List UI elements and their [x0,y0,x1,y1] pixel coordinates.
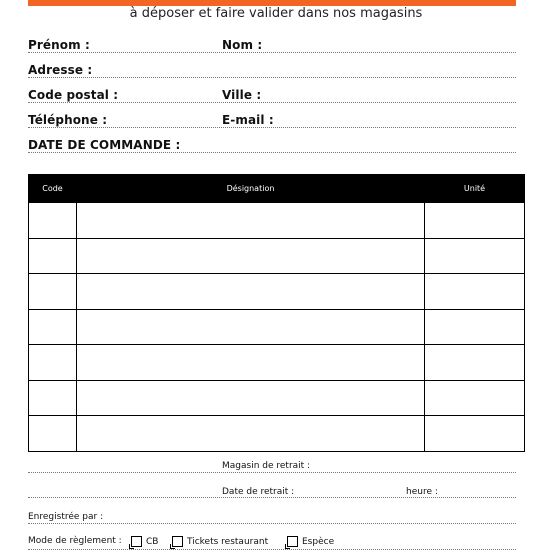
code-cell[interactable] [29,345,77,381]
code-cell[interactable] [29,309,77,345]
order-table [28,174,525,452]
designation-cell[interactable] [77,345,425,381]
enregistree-par-label: Enregistrée par : [28,512,104,522]
enregistree-par-line[interactable] [28,523,516,524]
heure-label: heure : [406,487,438,497]
table-header-row [29,175,525,203]
unite-cell[interactable] [425,416,525,452]
prenom-nom-line[interactable] [28,52,516,53]
designation-cell[interactable] [77,380,425,416]
telephone-email-line[interactable] [28,127,516,128]
mode-reglement-label: Mode de règlement : [28,536,122,546]
unite-cell[interactable] [425,345,525,381]
payment-option-label: Tickets restaurant [187,536,269,547]
table-row [29,416,525,452]
code-cell[interactable] [29,380,77,416]
code-postal-ville-line[interactable] [28,102,516,103]
code-cell[interactable] [29,416,77,452]
code-cell[interactable] [29,274,77,310]
designation-cell[interactable] [77,416,425,452]
designation-cell[interactable] [77,309,425,345]
unite-cell[interactable] [425,309,525,345]
date-retrait-label: Date de retrait : [222,487,295,497]
designation-cell[interactable] [77,274,425,310]
table-row [29,309,525,345]
email-label: E-mail : [222,113,274,127]
column-header-unite: Unité [425,175,525,203]
table-row [29,238,525,274]
nom-label: Nom : [222,38,263,52]
designation-cell[interactable] [77,238,425,274]
ville-label: Ville : [222,88,262,102]
unite-cell[interactable] [425,380,525,416]
adresse-label: Adresse : [28,63,93,77]
code-cell[interactable] [29,203,77,239]
date-commande-line[interactable] [28,152,516,153]
date-retrait-line[interactable] [28,497,516,498]
code-postal-label: Code postal : [28,88,119,102]
prenom-label: Prénom : [28,38,90,52]
checkbox-icon[interactable] [287,536,298,547]
magasin-retrait-label: Magasin de retrait : [222,461,311,471]
unite-cell[interactable] [425,203,525,239]
payment-option-tickets[interactable] [172,536,268,547]
payment-option-label: Espèce [302,536,335,547]
designation-cell[interactable] [77,203,425,239]
unite-cell[interactable] [425,274,525,310]
magasin-retrait-line[interactable] [28,472,516,473]
table-row [29,274,525,310]
adresse-line[interactable] [28,77,516,78]
table-row [29,345,525,381]
column-header-code: Code [29,175,77,203]
checkbox-icon[interactable] [172,536,183,547]
payment-option-cb[interactable] [131,536,158,547]
code-cell[interactable] [29,238,77,274]
unite-cell[interactable] [425,238,525,274]
table-row [29,380,525,416]
table-row [29,203,525,239]
payment-option-espece[interactable] [287,536,334,547]
column-header-designation: Désignation [77,175,425,203]
checkbox-icon[interactable] [131,536,142,547]
telephone-label: Téléphone : [28,113,108,127]
payment-option-label: CB [146,536,159,547]
mode-reglement-line [28,549,516,550]
date-commande-label: DATE DE COMMANDE : [28,138,181,152]
form-subtitle: à déposer et faire valider dans nos magasins [129,6,423,21]
